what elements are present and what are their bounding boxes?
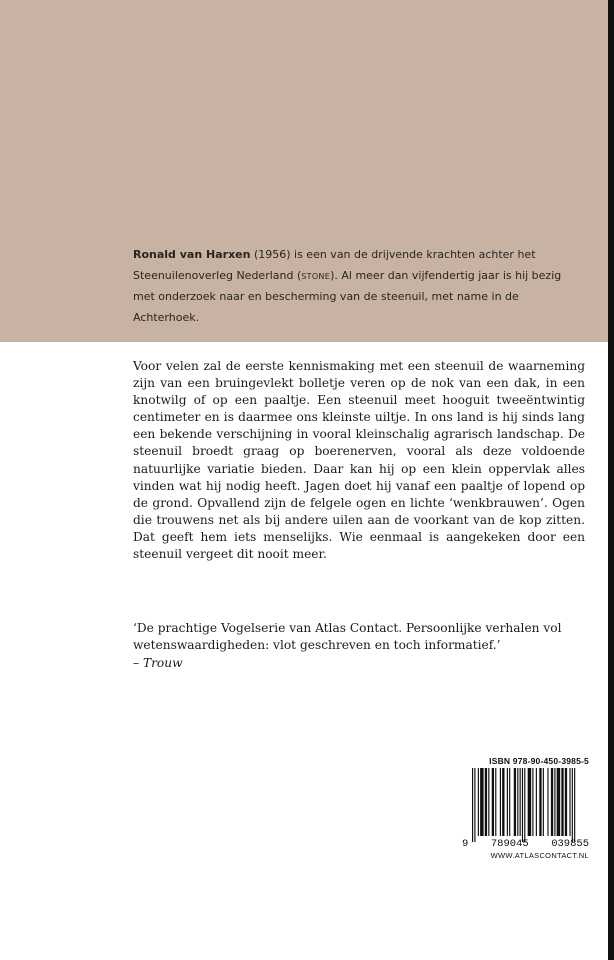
barcode-bar [522,768,523,842]
barcode-bar [528,768,531,836]
barcode-bar [543,768,544,836]
quote-source: Trouw [142,655,183,670]
barcode-bar [565,768,567,836]
author-bio [133,245,573,328]
barcode-bar [572,768,573,842]
barcode-digits [462,838,589,850]
barcode-bar [520,768,521,836]
barcode-bar [480,768,483,836]
barcode-bar [488,768,489,836]
quote-dash: – [133,655,143,670]
barcode-bar [554,768,555,836]
quote-text: ‘De prachtige Vogelserie van Atlas Contact. Persoonlijke verhalen vol wetenswaardigheden: vlot geschreven en toch informatief.’ [133,621,562,653]
barcode-digit-group-right: 039855 [551,838,589,850]
barcode-image [471,768,589,842]
barcode-bar [517,768,518,836]
barcode-bar [557,768,560,836]
bio-org-abbrev: STONE [301,271,331,281]
barcode-bar [495,768,496,836]
top-color-band [0,0,608,342]
barcode-bar [547,768,548,836]
barcode-bar [507,768,508,836]
barcode-bar [509,768,510,836]
review-quote [133,620,593,672]
barcode-bar [532,768,533,836]
barcode-bar [472,768,473,842]
barcode-bar [524,768,525,842]
barcode-bar [539,768,541,836]
barcode-digit-group-left: 789045 [490,838,529,850]
quote-attribution [133,655,593,672]
barcode-bar [514,768,516,836]
barcode-bar [492,768,494,836]
barcode-bar [485,768,487,836]
barcode-bar [551,768,553,836]
barcode-bar [502,768,504,836]
barcode-bar [478,768,479,836]
bio-text-a: (1956) is een van de drijvende krachten achter het Steenuilenoverleg Nederland ( [133,248,536,282]
book-blurb: Voor velen zal de eerste kennismaking met een steenuil de waarneming zijn van een bruingevlekt bolletje veren op de nok van een dak, in een knotwilg of op een paaltje. Een steenuil meet hooguit tweeëntwintig centimeter en is daarmee ons kleinste uiltje. In ons land is hij sinds lang een bekende verschijning in vooral kleinschalig agrarisch landschap. De steenuil broedt graag op boerenerven, vooral als deze voldoende natuurlijke variatie bieden. Daar kan hij op een klein oppervlak alles vinden wat hij nodig heeft. Jagen doet hij vanaf een paaltje of lopend op de grond. Opvallend zijn de felgele ogen en lichte ‘wenkbrauwen’. Ogen die trouwens net als bij andere uilen aan de voorkant van de kop zitten. Dat geeft hem iets menselijks. Wie eenmaal is aangekeken door een steenuil vergeet dit nooit meer. [133,359,585,562]
barcode-bar [474,768,475,842]
barcode-digit-prefix: 9 [462,838,469,850]
barcode-bar [561,768,563,836]
publisher-website: WWW.ATLASCONTACT.NL [490,851,589,860]
isbn-label: ISBN 978-90-450-3985-5 [489,756,589,766]
author-name: Ronald van Harxen [133,248,251,261]
barcode-bar [574,768,575,842]
bio-text-b: ). Al meer dan vijfendertig jaar is hij bezig met onderzoek naar en bescherming van de steenuil, met name in de Achterhoek. [133,268,562,324]
barcode-bar [569,768,570,836]
barcode-bar [536,768,537,836]
barcode-bar [500,768,501,836]
